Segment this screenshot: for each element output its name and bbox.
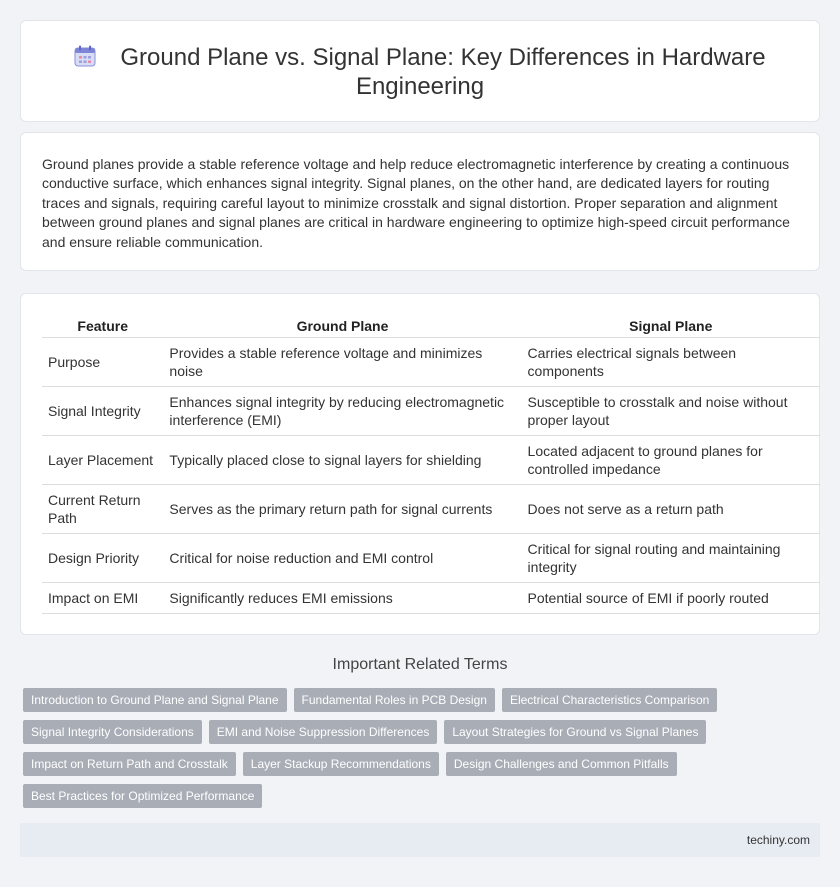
table-row — [42, 386, 820, 435]
tag-row — [23, 688, 723, 712]
cell-feature: Current Return Path — [42, 484, 163, 533]
footer — [20, 823, 820, 857]
cell-signal: Potential source of EMI if poorly routed — [522, 582, 820, 613]
related-term-tag[interactable]: Layer Stackup Recommendations — [243, 752, 439, 776]
cell-ground: Enhances signal integrity by reducing electromagnetic interference (EMI) — [163, 386, 521, 435]
table-row — [42, 435, 820, 484]
cell-feature: Layer Placement — [42, 435, 163, 484]
related-term-tag[interactable]: Introduction to Ground Plane and Signal Plane — [23, 688, 287, 712]
cell-ground: Provides a stable reference voltage and minimizes noise — [163, 337, 521, 386]
header-signal-plane: Signal Plane — [522, 316, 820, 337]
related-term-tag[interactable]: Signal Integrity Considerations — [23, 720, 202, 744]
cell-signal: Carries electrical signals between components — [522, 337, 820, 386]
table-row — [42, 582, 820, 613]
table-row — [42, 337, 820, 386]
cell-ground: Serves as the primary return path for signal currents — [163, 484, 521, 533]
tag-row — [23, 720, 723, 744]
header-feature: Feature — [42, 316, 163, 337]
intro-card — [20, 132, 820, 271]
calendar-icon — [74, 45, 96, 67]
related-terms-list — [23, 688, 723, 816]
cell-ground: Significantly reduces EMI emissions — [163, 582, 521, 613]
related-term-tag[interactable]: Layout Strategies for Ground vs Signal Planes — [444, 720, 706, 744]
table-header-row — [42, 316, 820, 337]
cell-feature: Purpose — [42, 337, 163, 386]
cell-ground: Typically placed close to signal layers for shielding — [163, 435, 521, 484]
related-term-tag[interactable]: Best Practices for Optimized Performance — [23, 784, 262, 808]
cell-signal: Susceptible to crosstalk and noise without proper layout — [522, 386, 820, 435]
related-term-tag[interactable]: Electrical Characteristics Comparison — [502, 688, 717, 712]
related-term-tag[interactable]: Impact on Return Path and Crosstalk — [23, 752, 236, 776]
table-row — [42, 533, 820, 582]
related-term-tag[interactable]: Design Challenges and Common Pitfalls — [446, 752, 677, 776]
comparison-card — [20, 293, 820, 635]
cell-feature: Signal Integrity — [42, 386, 163, 435]
page-title: Ground Plane vs. Signal Plane: Key Differences in Hardware Engineering — [120, 44, 766, 100]
header-ground-plane: Ground Plane — [163, 316, 521, 337]
related-term-tag[interactable]: Fundamental Roles in PCB Design — [294, 688, 495, 712]
tag-row — [23, 784, 723, 808]
cell-feature: Design Priority — [42, 533, 163, 582]
table-row — [42, 484, 820, 533]
related-terms-title: Important Related Terms — [332, 656, 508, 673]
cell-signal: Does not serve as a return path — [522, 484, 820, 533]
cell-signal: Located adjacent to ground planes for controlled impedance — [522, 435, 820, 484]
page-title-wrap — [21, 43, 819, 101]
intro-paragraph: Ground planes provide a stable reference voltage and help reduce electromagnetic interference by creating a continuous conductive surface, which enhances signal integrity. Signal planes, on the other hand, are dedicated layers for routing traces and signals, requiring careful layout to minimize crosstalk and signal distortion. Proper separation and alignment between ground planes and signal planes are critical in hardware engineering to optimize high-speed circuit performance and ensure reliable communication. — [42, 156, 790, 250]
tag-row — [23, 752, 723, 776]
cell-feature: Impact on EMI — [42, 582, 163, 613]
header-card — [20, 20, 820, 122]
cell-signal: Critical for signal routing and maintaining integrity — [522, 533, 820, 582]
cell-ground: Critical for noise reduction and EMI control — [163, 533, 521, 582]
comparison-table — [42, 316, 820, 614]
related-term-tag[interactable]: EMI and Noise Suppression Differences — [209, 720, 438, 744]
footer-site-link[interactable]: techiny.com — [746, 833, 810, 847]
